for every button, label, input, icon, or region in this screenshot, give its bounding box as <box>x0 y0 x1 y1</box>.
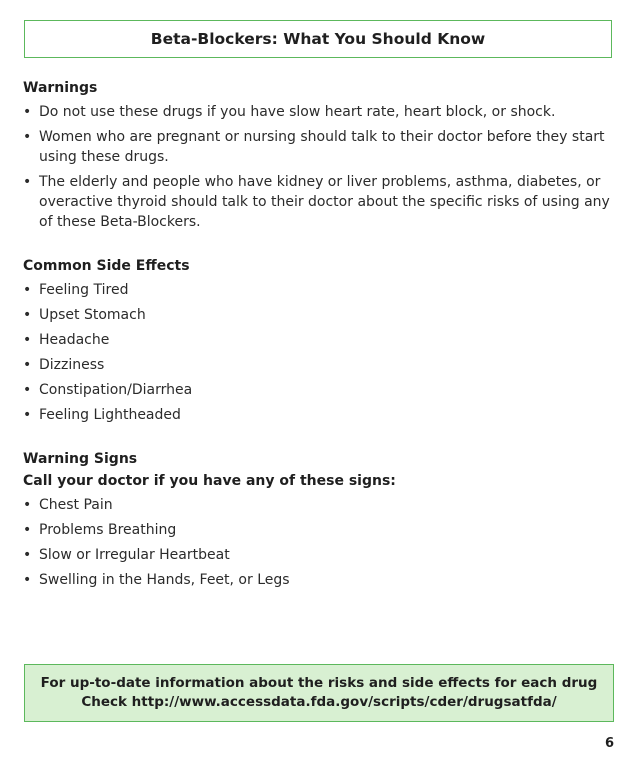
list-item <box>23 127 615 167</box>
warnings-section <box>23 78 615 232</box>
warning-signs-section <box>23 449 615 590</box>
list-item-text: Do not use these drugs if you have slow heart rate, heart block, or shock. <box>39 104 556 120</box>
callout-line-1: For up-to-date information about the risks and side effects for each drug <box>40 675 598 691</box>
bullet-icon: • <box>23 547 32 563</box>
bullet-icon: • <box>23 332 32 348</box>
side-effects-heading: Common Side Effects <box>23 258 190 274</box>
list-item-text: Swelling in the Hands, Feet, or Legs <box>39 572 290 588</box>
bullet-icon: • <box>23 307 32 323</box>
content <box>23 78 615 595</box>
warnings-list <box>23 102 615 232</box>
page-number: 6 <box>604 736 614 751</box>
warning-signs-heading: Warning Signs <box>23 451 138 467</box>
list-item <box>23 330 615 350</box>
callout-line-2: Check http://www.accessdata.fda.gov/scripts/cder/drugsatfda/ <box>81 694 557 710</box>
list-item <box>23 172 615 232</box>
list-item-text: Constipation/Diarrhea <box>39 382 193 398</box>
list-item <box>23 570 615 590</box>
list-item-text: Women who are pregnant or nursing should talk to their doctor before they start using these drugs. <box>39 129 605 165</box>
bullet-icon: • <box>23 497 32 513</box>
list-item <box>23 102 615 122</box>
bullet-icon: • <box>23 104 32 120</box>
info-callout-box <box>24 664 614 722</box>
list-item-text: Problems Breathing <box>39 522 177 538</box>
warning-signs-list <box>23 495 615 590</box>
list-item-text: Slow or Irregular Heartbeat <box>39 547 230 563</box>
list-item <box>23 520 615 540</box>
list-item <box>23 305 615 325</box>
bullet-icon: • <box>23 572 32 588</box>
warning-signs-subheading: Call your doctor if you have any of these signs: <box>23 473 396 489</box>
bullet-icon: • <box>23 357 32 373</box>
bullet-icon: • <box>23 129 32 145</box>
bullet-icon: • <box>23 382 32 398</box>
title-box <box>24 20 612 58</box>
bullet-icon: • <box>23 407 32 423</box>
list-item-text: Chest Pain <box>39 497 113 513</box>
bullet-icon: • <box>23 522 32 538</box>
page-title: Beta-Blockers: What You Should Know <box>150 30 486 48</box>
bullet-icon: • <box>23 174 32 190</box>
list-item <box>23 545 615 565</box>
list-item-text: Dizziness <box>39 357 105 373</box>
list-item <box>23 405 615 425</box>
list-item-text: Feeling Lightheaded <box>39 407 181 423</box>
list-item <box>23 355 615 375</box>
list-item <box>23 495 615 515</box>
list-item-text: Feeling Tired <box>39 282 129 298</box>
list-item-text: The elderly and people who have kidney or liver problems, asthma, diabetes, or overactive thyroid should talk to their doctor about the specific risks of using any of these Beta-Blockers. <box>39 174 610 230</box>
list-item <box>23 380 615 400</box>
list-item-text: Headache <box>39 332 110 348</box>
list-item <box>23 280 615 300</box>
list-item-text: Upset Stomach <box>39 307 146 323</box>
side-effects-section <box>23 256 615 425</box>
warnings-heading: Warnings <box>23 80 98 96</box>
side-effects-list <box>23 280 615 425</box>
bullet-icon: • <box>23 282 32 298</box>
